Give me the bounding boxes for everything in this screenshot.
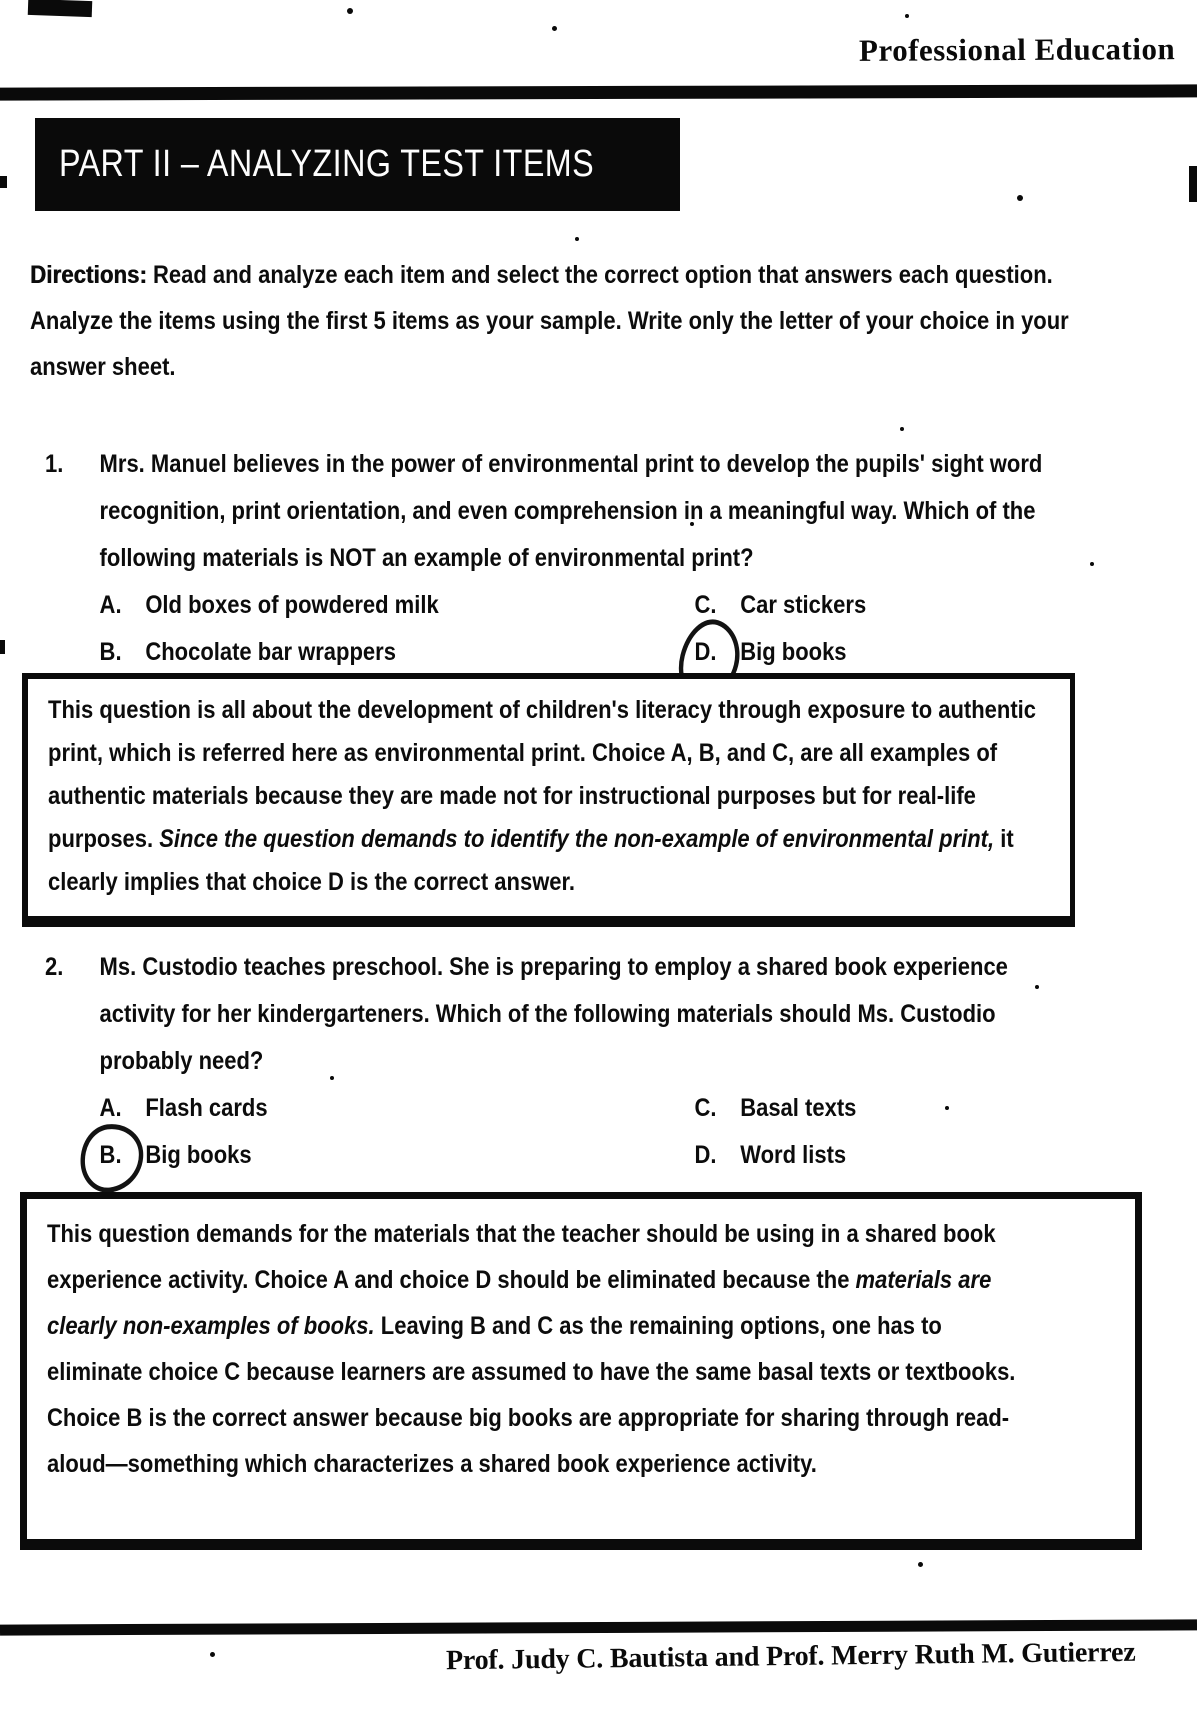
section-title: PART II – ANALYZING TEST ITEMS xyxy=(59,143,595,185)
option-c xyxy=(694,1085,1083,1132)
option-d xyxy=(694,629,1083,676)
directions-text: Read and analyze each item and select the correct option that answers each question. Analyze the items using the first 5 items as your sample. Write only the letter of your choice in your answer sheet. xyxy=(30,261,1069,381)
scan-speck xyxy=(575,237,579,241)
footer-rule xyxy=(0,1619,1197,1635)
option-a xyxy=(100,1085,695,1132)
option-letter: A. xyxy=(99,1094,122,1122)
scan-speck xyxy=(210,1652,215,1657)
option-letter: A. xyxy=(99,591,122,619)
explanation-box-2 xyxy=(20,1192,1142,1550)
directions-paragraph xyxy=(30,252,1086,390)
question-text: Ms. Custodio teaches preschool. She is preparing to employ a shared book experience activity for her kindergarteners. Which of the following materials should Ms. Custodio probably need? xyxy=(99,953,1008,1075)
scan-speck xyxy=(1017,195,1023,201)
question-number: 2. xyxy=(45,953,64,981)
option-text: Word lists xyxy=(740,1141,847,1169)
directions-label: Directions: xyxy=(30,261,147,289)
explanation-text: This question is all about the development of children's literacy through exposure to authentic print, which is referred here as environmental print. Choice A, B, and C, are all examples of authentic materials because they are made not for instructional purposes but for real-life purposes. Since the question demands to identify the non-example of environmental print, it clearly implies that choice D is the correct answer. xyxy=(48,696,1037,896)
option-a xyxy=(100,582,695,629)
question-number: 1. xyxy=(45,450,64,478)
explanation-box-1 xyxy=(22,673,1075,927)
option-d xyxy=(694,1132,1083,1179)
options-grid xyxy=(100,582,1084,676)
scan-blob xyxy=(0,640,5,654)
option-letter: C. xyxy=(694,1094,717,1122)
option-text: Big books xyxy=(145,1141,252,1169)
option-text: Basal texts xyxy=(740,1094,857,1122)
scan-speck xyxy=(918,1562,923,1567)
option-b xyxy=(100,1132,695,1179)
scan-speck xyxy=(905,14,909,18)
option-text: Chocolate bar wrappers xyxy=(145,638,396,666)
option-letter: B. xyxy=(99,638,122,666)
option-text: Flash cards xyxy=(145,1094,268,1122)
option-text: Big books xyxy=(740,638,847,666)
page-header-subject: Professional Education xyxy=(858,31,1176,68)
question-text: Mrs. Manuel believes in the power of environmental print to develop the pupils' sight word recognition, print orientation, and even comprehension in a meaningful way. Which of the following materials is NOT an example of environmental print? xyxy=(99,450,1043,572)
option-letter: D. xyxy=(694,1141,717,1169)
question-1 xyxy=(45,441,1083,676)
option-letter: C. xyxy=(694,591,717,619)
scan-blob xyxy=(1189,166,1197,202)
option-text: Car stickers xyxy=(740,591,867,619)
explanation-text: This question demands for the materials that the teacher should be using in a shared book experience activity. Choice A and choice D should be eliminated because the materials are clearly non-examples of books. Leaving B and C as the remaining options, one has to eliminate choice C because learners are assumed to have the same basal texts or textbooks. Choice B is the correct answer because big books are appropriate for sharing through read-aloud—something which characterizes a shared book experience activity. xyxy=(47,1220,1016,1478)
scan-blob xyxy=(28,0,93,17)
scan-blob xyxy=(0,176,7,188)
option-b xyxy=(100,629,695,676)
options-grid xyxy=(100,1085,1084,1179)
scan-speck xyxy=(900,427,904,431)
scan-speck xyxy=(347,8,353,14)
option-letter answer-circle: B. xyxy=(100,1132,146,1179)
option-letter answer-circle: D. xyxy=(694,629,740,676)
option-c xyxy=(694,582,1083,629)
scan-speck xyxy=(1090,562,1094,566)
section-title-banner xyxy=(35,118,680,211)
footer-credit: Prof. Judy C. Bautista and Prof. Merry Ruth M. Gutierrez xyxy=(445,1636,1136,1677)
option-text: Old boxes of powdered milk xyxy=(145,591,439,619)
header-rule xyxy=(0,84,1197,100)
question-2 xyxy=(45,944,1083,1179)
scan-speck xyxy=(552,26,557,31)
